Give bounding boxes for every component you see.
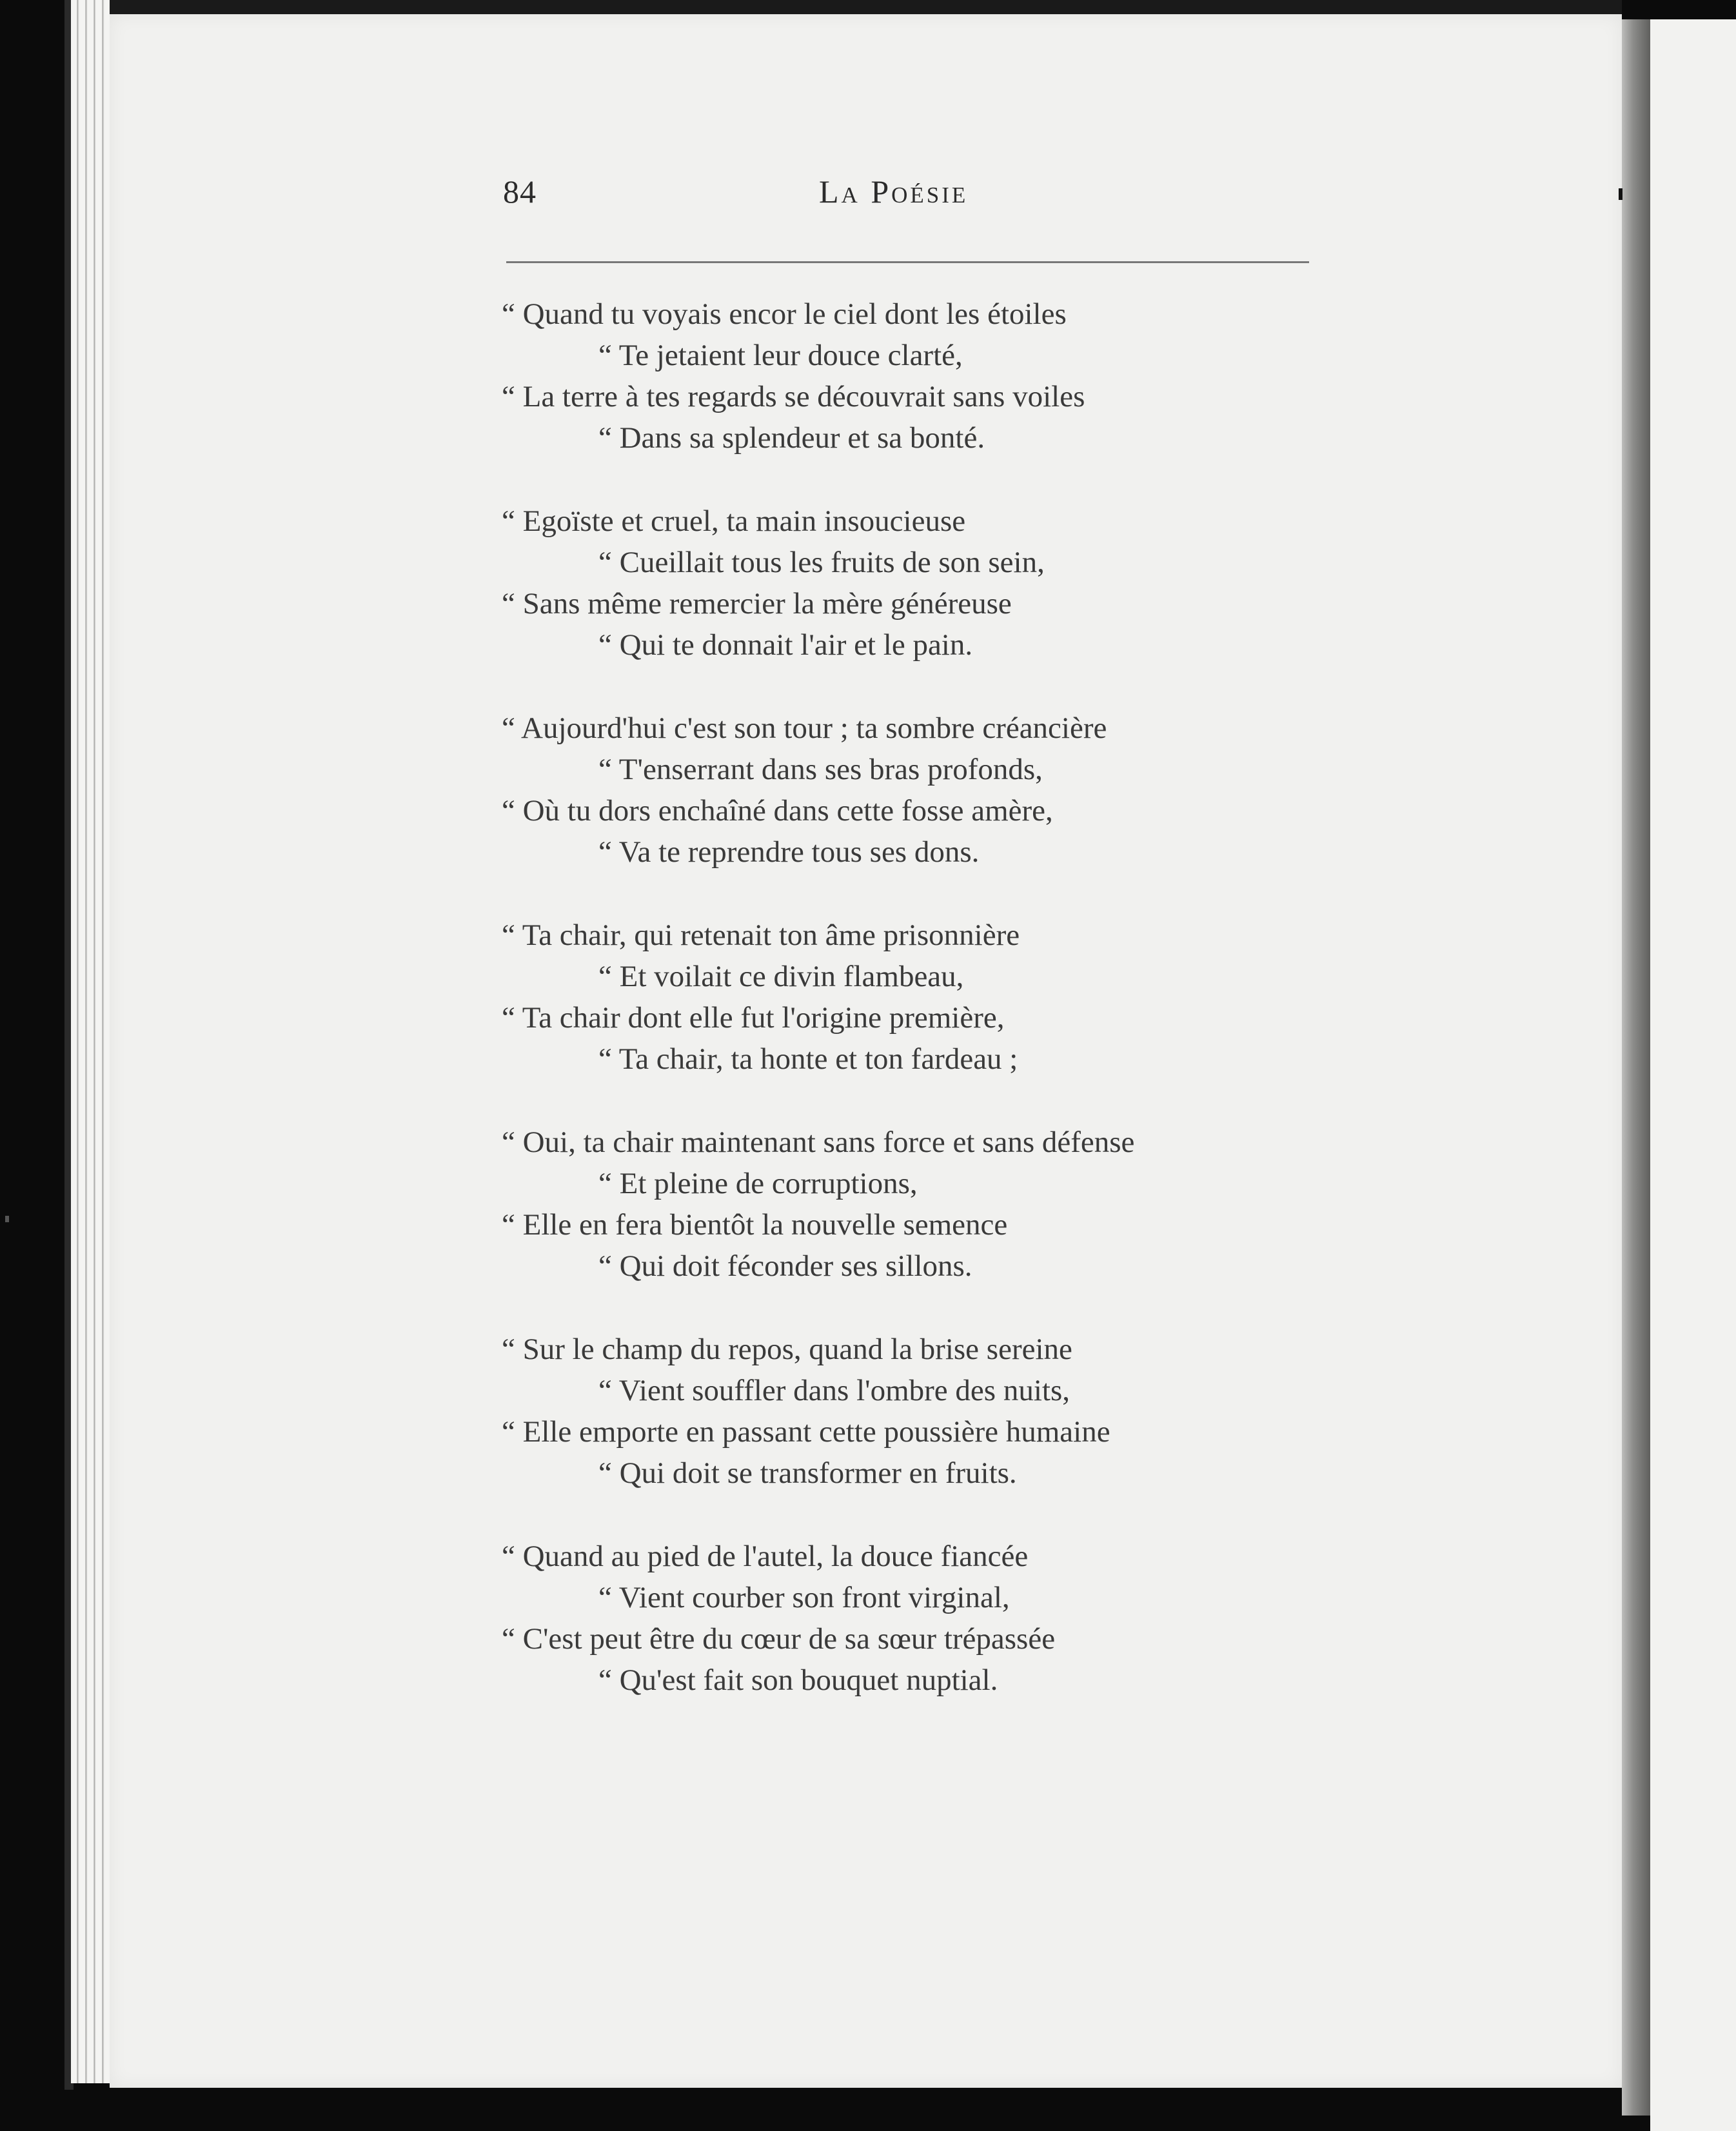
verse-line: “ Et pleine de corruptions, (598, 1167, 918, 1200)
verse-line: “ Va te reprendre tous ses dons. (598, 835, 980, 869)
verse-line: “ La terre à tes regards se découvrait sans voiles (502, 380, 1085, 413)
verse-line: “ Sur le champ du repos, quand la brise sereine (502, 1333, 1072, 1366)
page-number: 84 (503, 173, 537, 210)
verse-line: “ Vient courber son front virginal, (598, 1581, 1010, 1614)
verse-line: “ Où tu dors enchaîné dans cette fosse amère, (502, 794, 1053, 828)
scan-speck (1619, 188, 1623, 200)
verse-line: “ C'est peut être du cœur de sa sœur trépassée (502, 1622, 1056, 1656)
verse-line: “ Oui, ta chair maintenant sans force et sans défense (502, 1125, 1135, 1159)
verse-line: “ Et voilait ce divin flambeau, (598, 960, 964, 993)
verse-line: “ Dans sa splendeur et sa bonté. (598, 421, 985, 455)
verse-line: “ Elle en fera bientôt la nouvelle semence (502, 1208, 1008, 1242)
running-title: La Poésie (819, 173, 969, 210)
header-rule (506, 261, 1309, 263)
verse-line: “ Elle emporte en passant cette poussière humaine (502, 1415, 1110, 1449)
stanza (502, 1536, 1340, 1701)
stanza (502, 293, 1340, 459)
scan-margin-right (1650, 19, 1736, 2131)
verse-line: “ Ta chair, ta honte et ton fardeau ; (598, 1042, 1018, 1076)
poem-body (502, 293, 1340, 1743)
verse-line: “ Qu'est fait son bouquet nuptial. (598, 1663, 998, 1697)
scan-speck (5, 1216, 9, 1222)
verse-line: “ Aujourd'hui c'est son tour ; ta sombre créancière (502, 711, 1107, 745)
verse-line: “ Qui doit se transformer en fruits. (598, 1456, 1017, 1490)
verse-line: “ Sans même remercier la mère généreuse (502, 587, 1012, 620)
stanza (502, 1122, 1340, 1287)
facing-page-edge (1622, 19, 1650, 2116)
verse-line: “ Cueillait tous les fruits de son sein, (598, 546, 1045, 579)
verse-line: “ Te jetaient leur douce clarté, (598, 339, 963, 372)
top-border (110, 0, 1622, 14)
verse-line: “ Quand au pied de l'autel, la douce fiancée (502, 1540, 1029, 1573)
verse-line: “ Qui doit féconder ses sillons. (598, 1249, 972, 1283)
stanza (502, 1329, 1340, 1494)
stanza (502, 501, 1340, 666)
verse-line: “ T'enserrant dans ses bras profonds, (598, 753, 1043, 786)
verse-line: “ Vient souffler dans l'ombre des nuits, (598, 1374, 1070, 1407)
verse-line: “ Ta chair, qui retenait ton âme prisonnière (502, 918, 1020, 952)
verse-line: “ Egoïste et cruel, ta main insoucieuse (502, 504, 966, 538)
verse-line: “ Quand tu voyais encor le ciel dont les étoiles (502, 297, 1067, 331)
page-header (503, 173, 1306, 224)
verse-line: “ Ta chair dont elle fut l'origine première, (502, 1001, 1005, 1035)
verse-line: “ Qui te donnait l'air et le pain. (598, 628, 973, 662)
stanza (502, 708, 1340, 873)
stanza (502, 915, 1340, 1080)
